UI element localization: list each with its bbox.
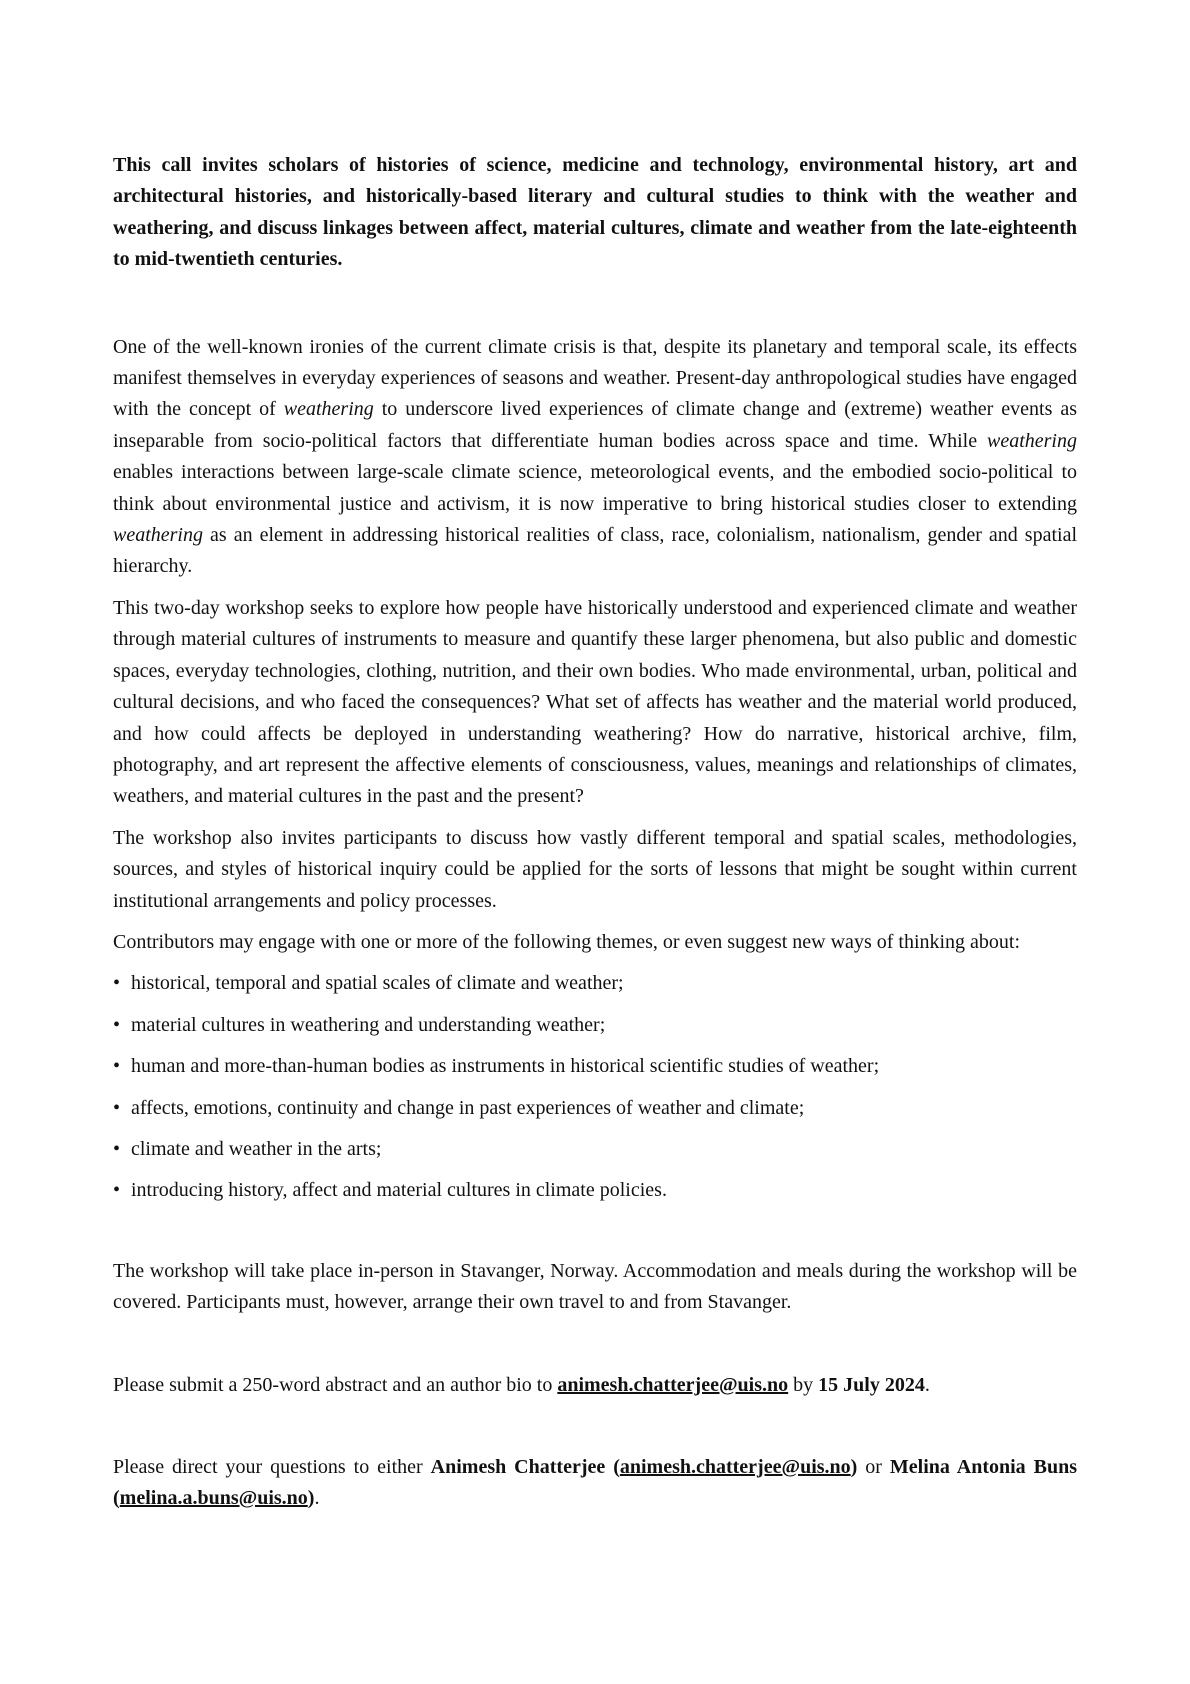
deadline-date: 15 July 2024 — [818, 1373, 925, 1396]
list-item: • climate and weather in the arts; — [113, 1134, 1077, 1165]
logistics-paragraph: The workshop will take place in-person in Stavanger, Norway. Accommodation and meals during the workshop will be covered. Participants must, however, arrange their own travel to and from Stavanger. — [113, 1259, 1077, 1314]
text-span: One of the well-known ironies of the current climate crisis is that, despite its planetary and temporal scale, its effects manifest themselves in everyday experiences of seasons and weather. Present-day anthropological studies have engaged with the concept of — [113, 335, 1077, 421]
submission-email-link[interactable]: animesh.chatterjee@uis.no — [557, 1373, 789, 1396]
contact-name-1: Animesh Chatterjee — [430, 1456, 606, 1478]
contact-paragraph — [113, 1452, 1077, 1515]
text-span: or — [857, 1456, 890, 1478]
text-span: . — [924, 1373, 930, 1396]
body-paragraph-1 — [113, 332, 1077, 583]
paren-open: ( — [113, 1487, 120, 1510]
contact-email-link-2[interactable]: melina.a.buns@uis.no — [119, 1487, 308, 1510]
list-item: • affects, emotions, continuity and change in past experiences of weather and climate; — [113, 1093, 1077, 1124]
paren-close: ) — [307, 1487, 315, 1510]
themes-list — [113, 968, 1077, 1206]
text-span: enables interactions between large-scale climate science, meteorological events, and the embodied socio-political to think about environmental justice and activism, it is now imperative to bring historical studies closer to extending — [113, 461, 1077, 515]
emphasis-weathering: weathering — [987, 429, 1077, 452]
paren-close: ) — [850, 1456, 858, 1478]
contact-name-2: Melina Antonia Buns — [889, 1456, 1077, 1478]
themes-intro: Contributors may engage with one or more of the following themes, or even suggest new ways of thinking about: — [113, 930, 1021, 953]
contact-email-link-1[interactable]: animesh.chatterjee@uis.no — [619, 1456, 851, 1478]
emphasis-weathering: weathering — [113, 524, 203, 547]
text-span: to underscore lived experiences of climate change and (extreme) weather events as inseparable from socio-political factors that differentiate human bodies across space and time. While — [113, 398, 1077, 452]
list-item: • introducing history, affect and material cultures in climate policies. — [113, 1175, 1077, 1206]
body-paragraph-2: This two-day workshop seeks to explore how people have historically understood and experienced climate and weather through material cultures of instruments to measure and quantify these larger phenomena, but also public and domestic spaces, everyday technologies, clothing, nutrition, and their own bodies. Who made environmental, urban, political and cultural decisions, and who faced the consequences? What set of affects has weather and the material world produced, and how could affects be deployed in understanding weathering? How do narrative, historical archive, film, photography, and art represent the affective elements of consciousness, values, meanings and relationships of climates, weathers, and material cultures in the past and the present? — [113, 596, 1077, 808]
body-paragraph-3: The workshop also invites participants to discuss how vastly different temporal and spatial scales, methodologies, sources, and styles of historical inquiry could be applied for the sorts of lessons that might be sought within current institutional arrangements and policy processes. — [113, 826, 1077, 912]
text-span: . — [314, 1487, 320, 1510]
intro-paragraph: This call invites scholars of histories of science, medicine and technology, environmental history, art and architectural histories, and historically-based literary and cultural studies to think with the weather and weathering, and discuss linkages between affect, material cultures, climate and weather from the late-eighteenth to mid-twentieth centuries. — [113, 154, 1077, 271]
text-span: as an element in addressing historical realities of class, race, colonialism, nationalism, gender and spatial hierarchy. — [113, 524, 1077, 578]
text-span: by — [788, 1373, 819, 1396]
list-item: • historical, temporal and spatial scales of climate and weather; — [113, 968, 1077, 999]
emphasis-weathering: weathering — [283, 398, 374, 421]
document-page — [113, 150, 1077, 1515]
list-item: • human and more-than-human bodies as instruments in historical scientific studies of weather; — [113, 1051, 1077, 1082]
list-item: • material cultures in weathering and understanding weather; — [113, 1010, 1077, 1041]
text-span: Please direct your questions to either — [113, 1456, 431, 1478]
paren-open: ( — [605, 1456, 620, 1478]
submission-paragraph — [113, 1370, 1077, 1401]
text-span: Please submit a 250-word abstract and an author bio to — [113, 1373, 558, 1396]
